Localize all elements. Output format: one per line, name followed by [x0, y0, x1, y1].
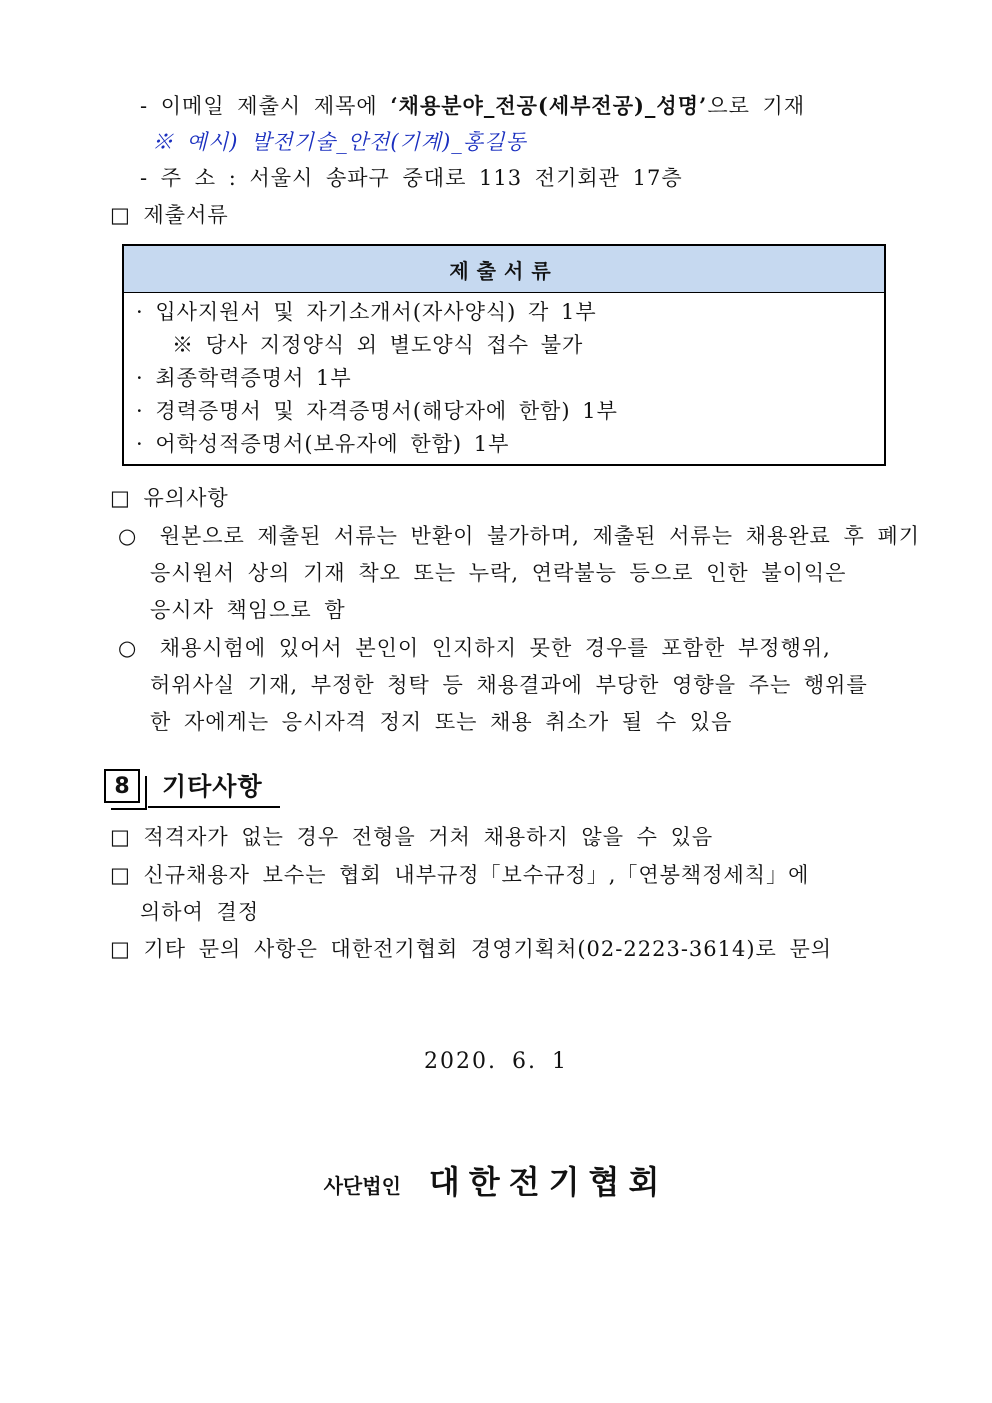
note-line: 채용시험에 있어서 본인이 인지하지 못한 경우를 포함한 부정행위, — [159, 636, 831, 660]
section-number-badge: 8 — [104, 769, 140, 803]
misc-item: □ 기타 문의 사항은 대한전기협회 경영기획처(02-2223-3614)로 문의 — [110, 937, 833, 961]
note-line: 응시원서 상의 기재 착오 또는 누락, 연락불능 등으로 인한 불이익은 — [150, 561, 847, 585]
document-item: · 경력증명서 및 자격증명서(해당자에 한함) 1부 — [136, 399, 618, 423]
document-item: · 최종학력증명서 1부 — [136, 366, 352, 390]
note-item-2 — [118, 633, 831, 663]
email-subject-format: ‘채용분야_전공(세부전공)_성명’ — [390, 93, 708, 118]
document-date: 2020. 6. 1 — [424, 1049, 568, 1074]
document-item: · 어학성적증명서(보유자에 한함) 1부 — [136, 432, 510, 456]
note-bullet: ○ — [118, 636, 138, 660]
documents-table-title: 제출서류 — [124, 246, 884, 293]
documents-table — [122, 244, 886, 466]
email-instruction-prefix: - 이메일 제출시 제목에 — [140, 94, 391, 118]
email-instruction — [140, 91, 805, 121]
note-line: 허위사실 기재, 부정한 청탁 등 채용결과에 부당한 영향을 주는 행위를 — [150, 673, 868, 697]
documents-heading: □ 제출서류 — [110, 203, 229, 227]
document-item: · 입사지원서 및 자기소개서(자사양식) 각 1부 — [136, 300, 597, 324]
address-line: - 주 소 : 서울시 송파구 중대로 113 전기회관 17층 — [140, 166, 683, 190]
section-title: 기타사항 — [162, 772, 263, 801]
misc-item-continued: 의하여 결정 — [140, 900, 260, 924]
note-line: 한 자에게는 응시자격 정지 또는 채용 취소가 될 수 있음 — [150, 710, 733, 734]
email-example: ※ 예시) 발전기술_안전(기계)_홍길동 — [152, 130, 527, 154]
section-title-underline — [148, 806, 280, 808]
organization-prefix: 사단법인 — [323, 1174, 401, 1198]
organization-name: 대한전기협회 — [428, 1163, 669, 1201]
organization-signature — [0, 1157, 992, 1203]
document-note: ※ 당사 지정양식 외 별도양식 접수 불가 — [172, 333, 584, 357]
note-bullet: ○ — [118, 524, 138, 548]
note-line: 원본으로 제출된 서류는 반환이 불가하며, 제출된 서류는 채용완료 후 폐기 — [159, 524, 921, 548]
misc-item: □ 적격자가 없는 경우 전형을 거처 채용하지 않을 수 있음 — [110, 825, 714, 849]
misc-item: □ 신규채용자 보수는 협회 내부규정「보수규정」,「연봉책정세칙」에 — [110, 863, 810, 887]
email-instruction-suffix: 으로 기재 — [707, 94, 806, 118]
note-line: 응시자 책임으로 함 — [150, 598, 346, 622]
note-item-1 — [118, 521, 920, 551]
notes-heading: □ 유의사항 — [110, 486, 229, 510]
